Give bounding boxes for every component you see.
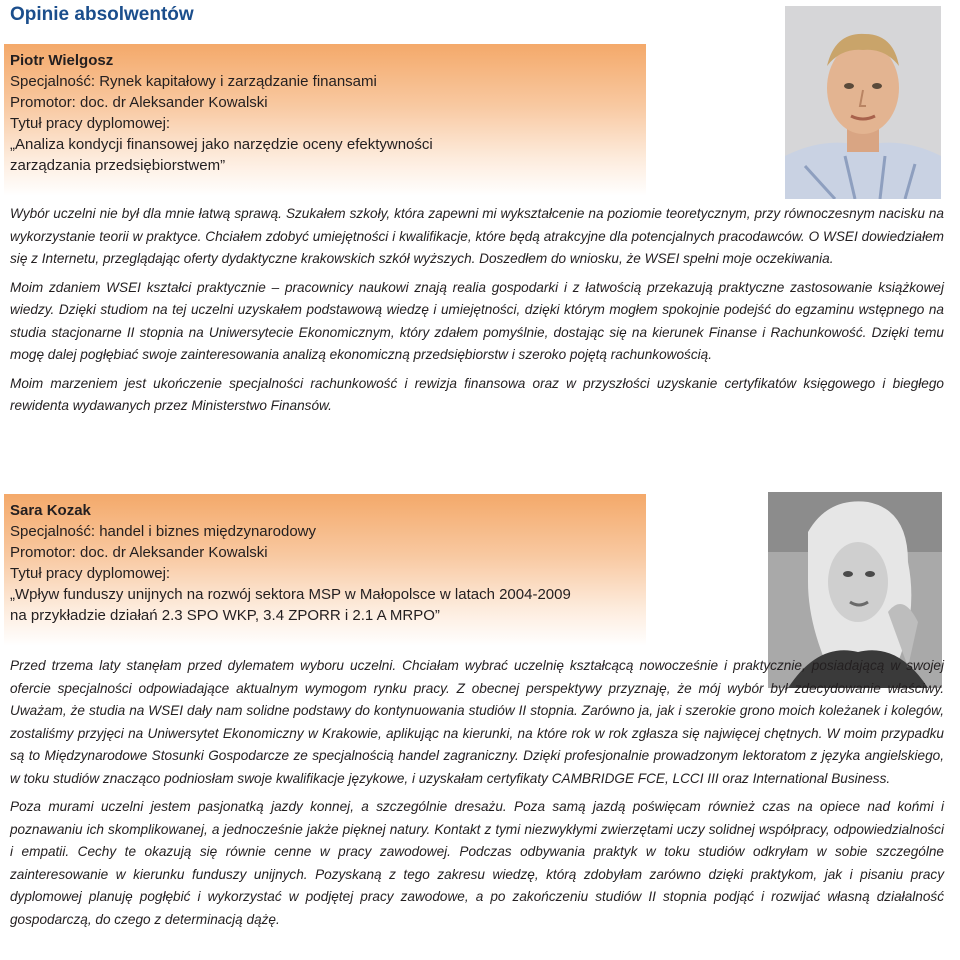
profile-promotor: Promotor: doc. dr Aleksander Kowalski (10, 94, 268, 111)
profile-thesis-label: Tytuł pracy dyplomowej: (10, 565, 171, 582)
profile-header-sara (4, 494, 646, 646)
profile-promotor: Promotor: doc. dr Aleksander Kowalski (10, 544, 268, 561)
testimonial-text-sara (10, 655, 944, 933)
profile-thesis-title: „Analiza kondycji finansowej jako narzędzie oceny efektywności (10, 136, 433, 153)
profile-header-piotr (4, 44, 646, 196)
profile-thesis-title-cont: zarządzania przedsiębiorstwem” (10, 157, 226, 174)
paragraph: Moim marzeniem jest ukończenie specjalności rachunkowość i rewizja finansowa oraz w przyszłości uzyskanie certyfikatów księgowego i biegłego rewidenta wydawanych przez Ministerstwo Finansów. (10, 375, 944, 413)
profile-specialty: Specjalność: handel i biznes międzynarodowy (10, 523, 317, 540)
profile-photo-piotr (785, 6, 941, 199)
testimonial-text-piotr (10, 203, 944, 420)
profile-specialty: Specjalność: Rynek kapitałowy i zarządzanie finansami (10, 73, 377, 90)
paragraph: Moim zdaniem WSEI kształci praktycznie – pracownicy naukowi znają realia gospodarki i z łatwością przekazują praktyczne zastosowanie książkowej wiedzy. Dzięki studiom na tej uczelni uzyskałem podstawową wiedzę i umiejętności, dzięki którym mogłem spokojnie podejść do egzaminu wstępnego na studia stacjonarne II stopnia na Uniwersytecie Ekonomicznym, który zdałem pomyślnie, dostając się na kierunek Finanse i Rachunkowość. Dzięki temu mogę dalej pogłębiać swoje zainteresowania analizą ekonomiczną przedsiębiorstw i szeroko pojętą rachunkowością. (10, 279, 944, 362)
page-title: Opinie absolwentów (10, 4, 194, 25)
profile-thesis-title: „Wpływ funduszy unijnych na rozwój sektora MSP w Małopolsce w latach 2004-2009 (10, 586, 571, 603)
paragraph: Przed trzema laty stanęłam przed dylematem wyboru uczelni. Chciałam wybrać uczelnię kształcącą nowocześnie i praktycznie, posiadającą w swojej ofercie specjalności odpowiadające aktualnym wymogom rynku pracy. Z obecnej perspektywy przyznaję, że mój wybór był zdecydowanie właściwy. Uważam, że studia na WSEI dały nam solidne podstawy do kontynuowania studiów II stopnia. Zarówno ja, jak i szerokie grono moich koleżanek i kolegów, zostaliśmy przyjęci na Uniwersytet Ekonomiczny w Krakowie, aplikując na kierunki, na które rok w rok zgłasza się najwięcej chętnych. W moim przypadku są to Międzynarodowe Stosunki Gospodarcze ze specjalnością handel zagraniczny. Dzięki profesjonalnie prowadzonym lektoratom z języka angielskiego, w toku studiów znacząco podniosłam swoje kwalifikacje językowe, i uzyskałam certyfikaty CAMBRIDGE FCE, LCCI III oraz International Business. (10, 658, 944, 786)
profile-name: Sara Kozak (10, 502, 91, 519)
paragraph: Wybór uczelni nie był dla mnie łatwą sprawą. Szukałem szkoły, która zapewni mi wykształcenie na poziomie teoretycznym, przy równoczesnym nacisku na wykorzystanie teorii w praktyce. Chciałem zdobyć umiejętności i kwalifikacje, które będą atrakcyjne dla potencjalnych pracodawców. O WSEI dowiedziałem się z Internetu, przeglądając oferty dydaktyczne krakowskich szkół wyższych. Doszedłem do wniosku, że WSEI spełni moje oczekiwania. (10, 206, 944, 266)
profile-thesis-label: Tytuł pracy dyplomowej: (10, 115, 171, 132)
profile-thesis-title-cont: na przykładzie działań 2.3 SPO WKP, 3.4 ZPORR i 2.1 A MRPO” (10, 607, 440, 624)
paragraph: Poza murami uczelni jestem pasjonatką jazdy konnej, a szczególnie dresażu. Poza samą jazdą poświęcam również czas na opiece nad końmi i poznawaniu ich skomplikowanej, a jednocześnie jakże pięknej natury. Kontakt z tymi niezwykłymi zwierzętami uczy solidnej współpracy, odpowiedzialności i empatii. Cechy te okazują się równie cenne w pracy zawodowej. Podczas odbywania praktyk w toku studiów odkryłam w sobie szczególne zainteresowanie w kierunku funduszy unijnych. Pozyskaną z tego zakresu wiedzę, którą zdobyłam zarówno dzięki praktykom, jak i pisaniu pracy dyplomowej planuję pogłębić i wykorzystać w podjętej pracy zawodowe, a po zakończeniu studiów II stopnia podjąć i rozwijać własną działalność gospodarczą, do czego z determinacją dążę. (10, 799, 944, 927)
profile-name: Piotr Wielgosz (10, 52, 114, 69)
portrait-image (785, 6, 941, 199)
